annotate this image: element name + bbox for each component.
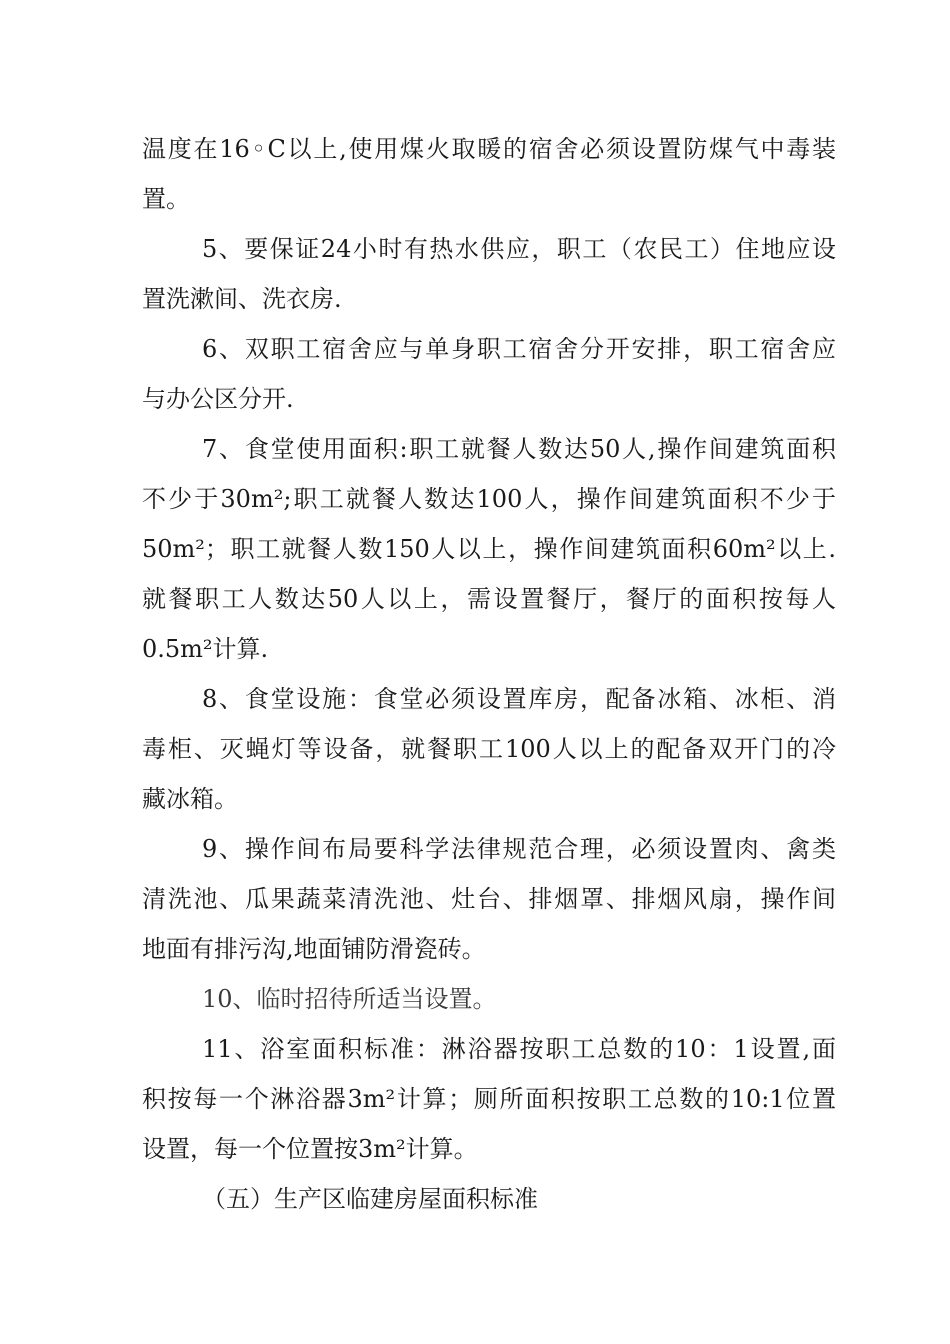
section-heading-text: （五）生产区临建房屋面积标准: [202, 1185, 538, 1213]
text-line: [0, 279, 950, 319]
text-line: [0, 529, 950, 569]
text-line: [0, 429, 950, 469]
text-line: [0, 1029, 950, 1069]
line-text: 11、浴室面积标准：淋浴器按职工总数的10：1设置,面: [202, 1035, 836, 1063]
line-text: 不少于30m²;职工就餐人数达100人，操作间建筑面积不少于: [142, 485, 836, 513]
text-line: [0, 629, 950, 669]
text-line: [0, 879, 950, 919]
line-text: 就餐职工人数达50人以上，需设置餐厅，餐厅的面积按每人: [142, 585, 836, 613]
line-text: 9、操作间布局要科学法律规范合理，必须设置肉、禽类: [202, 835, 836, 863]
text-line: [0, 479, 950, 519]
text-line: [0, 379, 950, 419]
text-line: [0, 979, 950, 1019]
text-line: [0, 1129, 950, 1169]
line-text: 7、食堂使用面积:职工就餐人数达50人,操作间建筑面积: [202, 435, 836, 463]
line-text: 积按每一个淋浴器3m²计算；厕所面积按职工总数的10:1位置: [142, 1085, 836, 1113]
text-line: [0, 779, 950, 819]
line-text: 0.5m²计算.: [142, 635, 269, 663]
text-line: [0, 129, 950, 169]
line-text: 置洗漱间、洗衣房.: [142, 285, 342, 313]
text-line: [0, 579, 950, 619]
text-line: [0, 729, 950, 769]
text-line: [0, 329, 950, 369]
line-text: 6、双职工宿舍应与单身职工宿舍分开安排，职工宿舍应: [202, 335, 836, 363]
line-text: 50m²；职工就餐人数150人以上，操作间建筑面积60m²以上.: [142, 535, 836, 563]
line-text: 设置，每一个位置按3m²计算。: [142, 1135, 478, 1163]
text-line: [0, 929, 950, 969]
line-text: 8、食堂设施：食堂必须设置库房，配备冰箱、冰柜、消: [202, 685, 836, 713]
section-heading: [0, 1179, 950, 1219]
line-text: 置。: [142, 185, 190, 213]
line-text: 5、要保证24小时有热水供应，职工（农民工）住地应设: [202, 235, 836, 263]
text-line: [0, 179, 950, 219]
line-text: 毒柜、灭蝇灯等设备，就餐职工100人以上的配备双开门的冷: [142, 735, 836, 763]
line-text: 温度在16◦C以上,使用煤火取暖的宿舍必须设置防煤气中毒装: [142, 135, 836, 163]
text-line: [0, 829, 950, 869]
text-line: [0, 1079, 950, 1119]
text-line: [0, 229, 950, 269]
line-text: 与办公区分开.: [142, 385, 294, 413]
line-text: 地面有排污沟,地面铺防滑瓷砖。: [142, 935, 486, 963]
line-text: 藏冰箱。: [142, 785, 238, 813]
line-text: 10、临时招待所适当设置。: [202, 985, 497, 1013]
line-text: 清洗池、瓜果蔬菜清洗池、灶台、排烟罩、排烟风扇，操作间: [142, 885, 836, 913]
text-line: [0, 679, 950, 719]
